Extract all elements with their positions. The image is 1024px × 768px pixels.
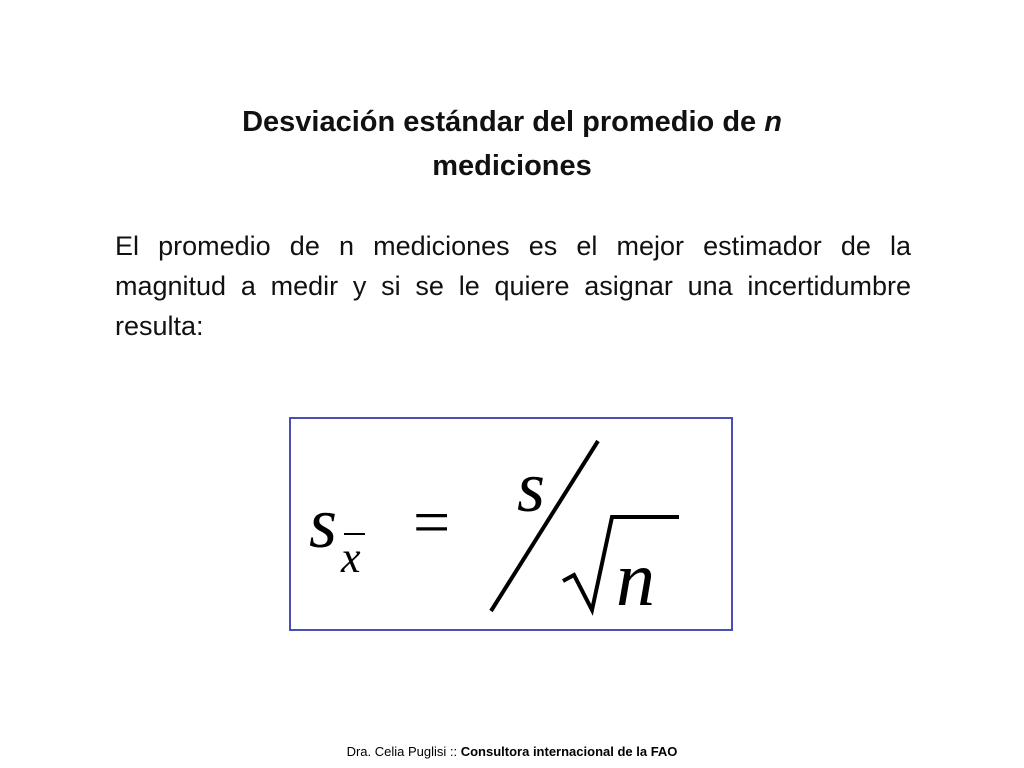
slide-body-text: El promedio de n mediciones es el mejor estimador de la magnitud a medir y si se le quiere asignar una incertidumbre resulta: [115,231,911,341]
footer [0,744,1024,759]
formula-radicand: n [616,535,655,622]
formula-lhs-subscript: x [341,533,361,582]
footer-author: Dra. Celia Puglisi [346,744,447,759]
footer-organization: Consultora internacional de la FAO [460,744,678,759]
formula-box [289,417,733,631]
footer-separator: :: [446,744,461,759]
formula-lhs-symbol: s [309,483,338,563]
title-text: Desviación estándar del promedio de [242,106,765,138]
title-variable: n [764,106,782,138]
slide-title [150,100,874,188]
formula-svg [291,419,735,633]
formula-numerator: s [517,447,546,527]
formula-equals: = [413,486,451,559]
title-line-2: mediciones [432,150,592,182]
